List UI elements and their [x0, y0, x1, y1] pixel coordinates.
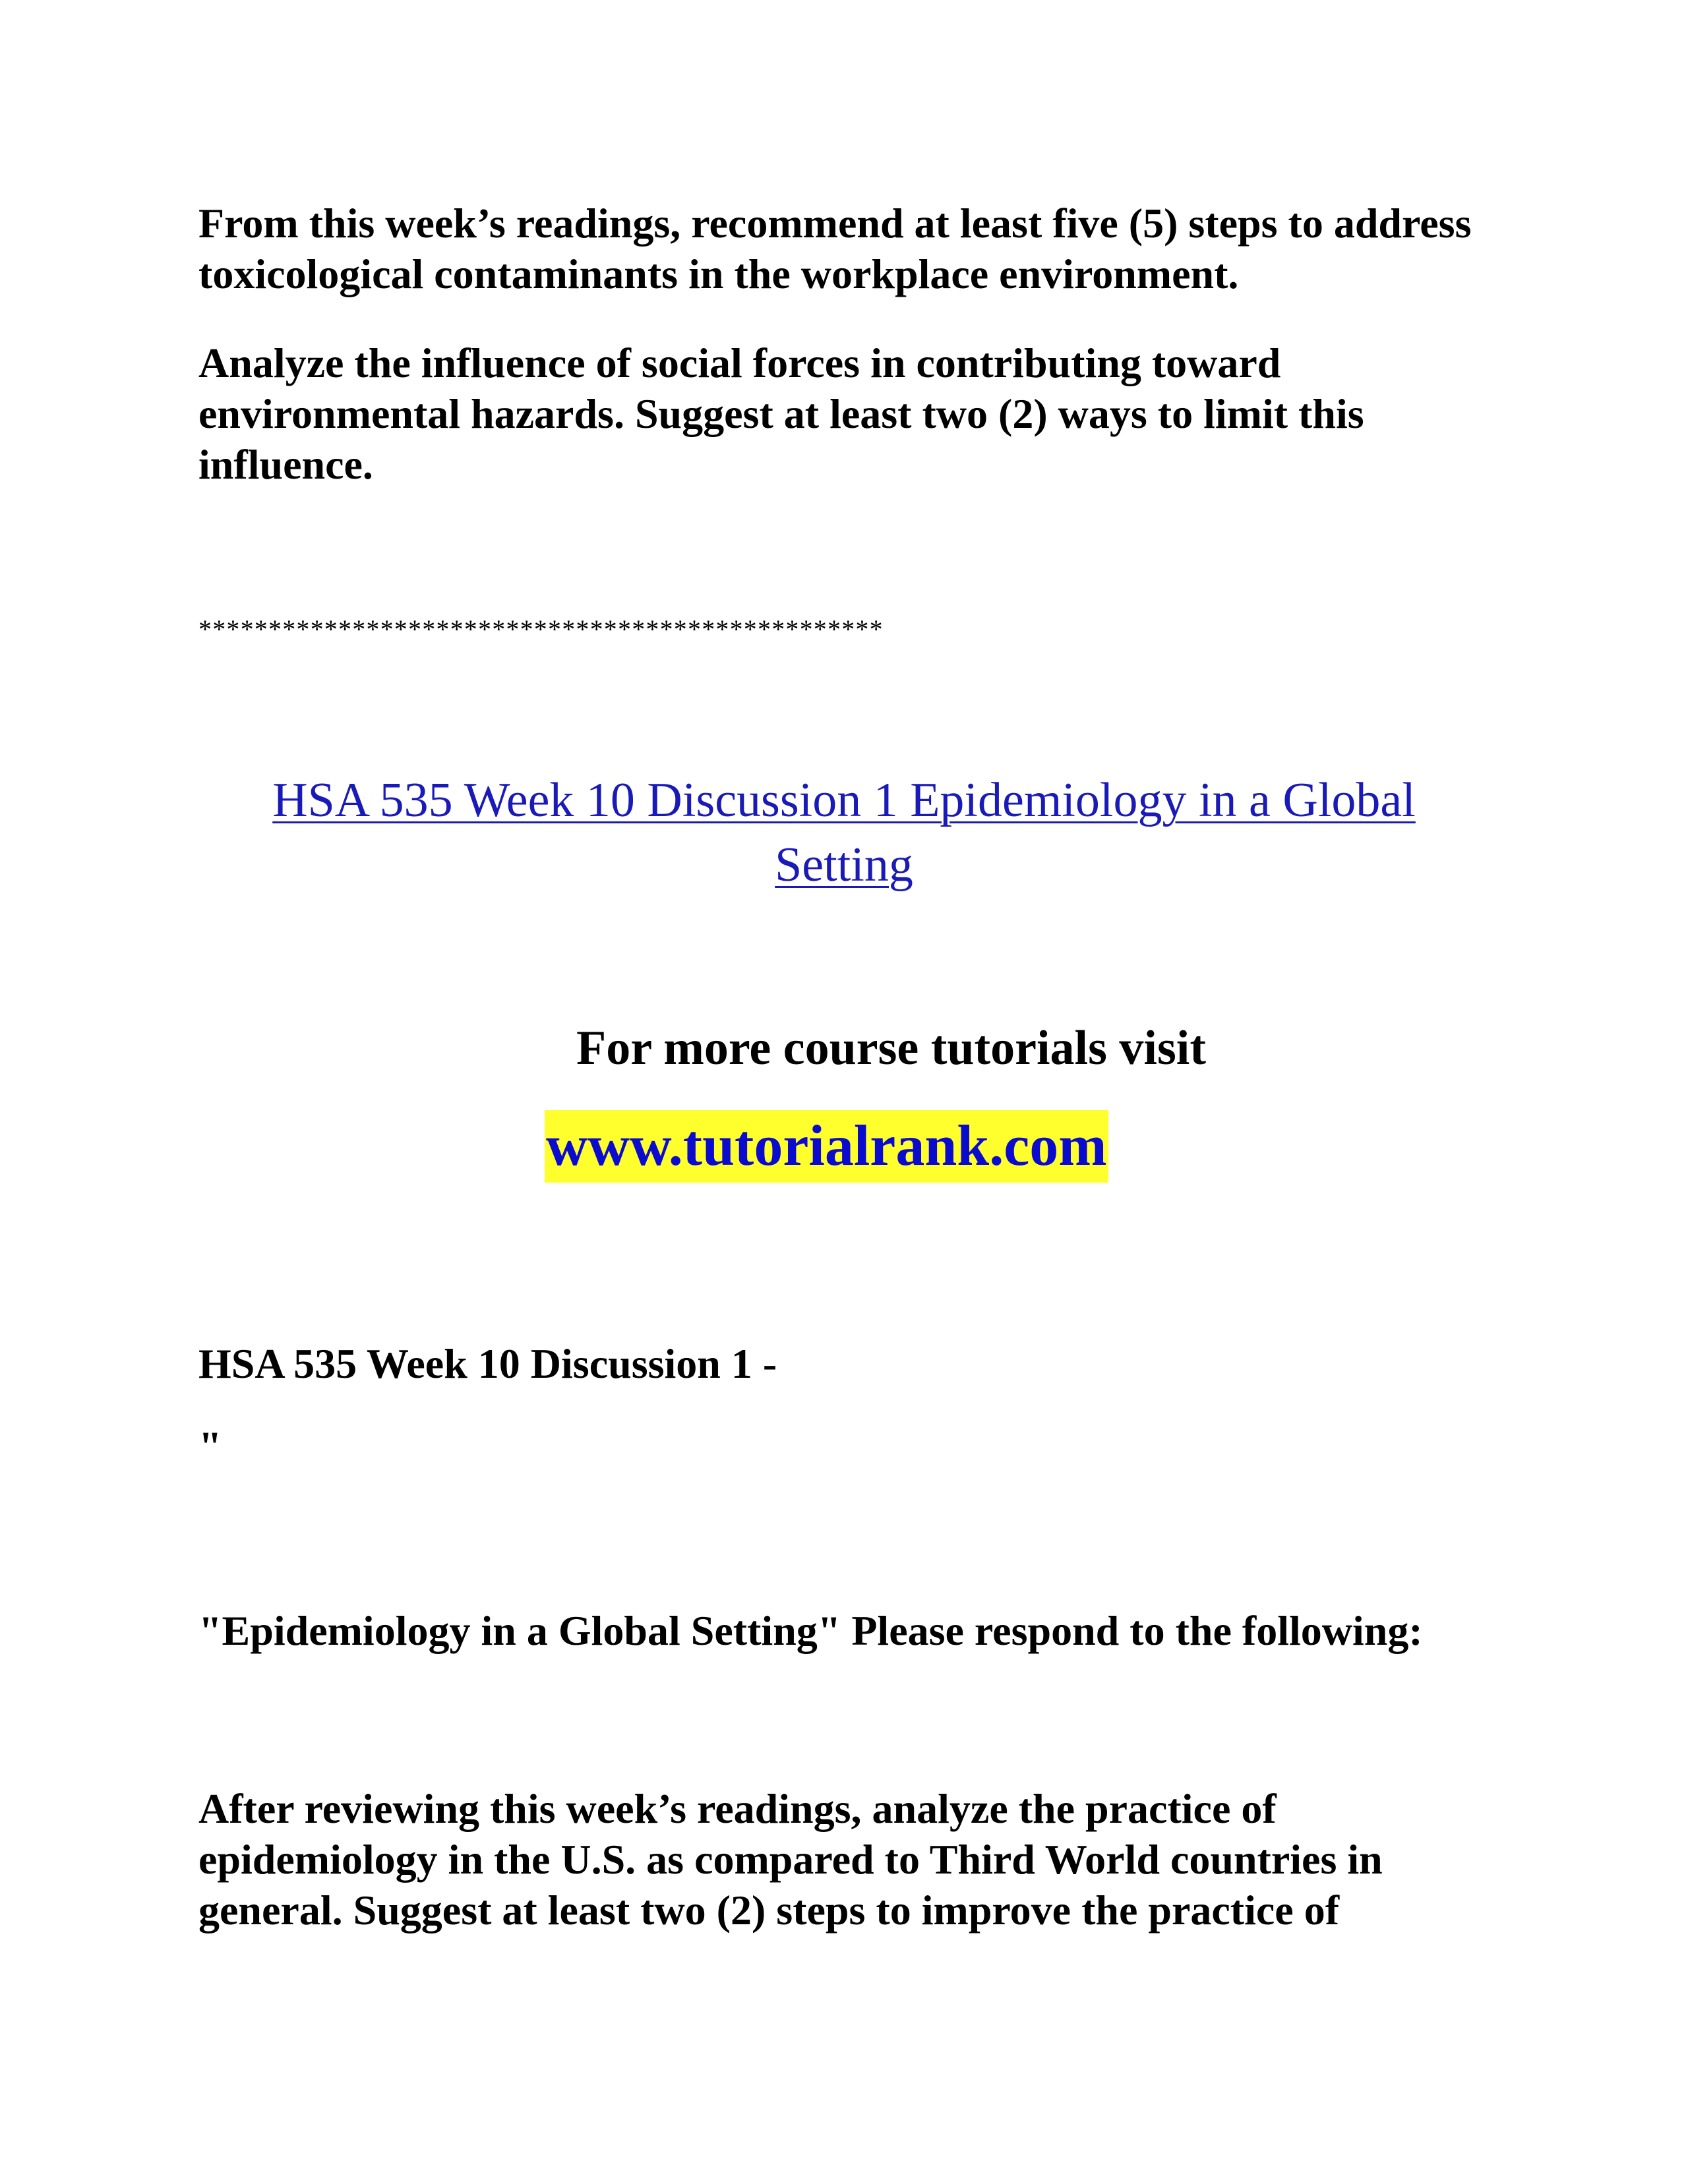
section-heading: HSA 535 Week 10 Discussion 1 - — [198, 1340, 777, 1387]
course-title-link-block — [198, 768, 1490, 897]
course-title-link[interactable]: HSA 535 Week 10 Discussion 1 Epidemiology in a Global Setting — [272, 773, 1416, 892]
quote-mark: " — [198, 1423, 222, 1469]
separator-line: ************************************************* — [198, 614, 884, 644]
paragraph-epidemiology: After reviewing this week’s readings, analyze the practice of epidemiology in the U.S. as compared to Third World countries in general. Suggest at least two (2) steps to improve the practice of — [198, 1785, 1383, 1933]
website-highlight — [545, 1110, 1108, 1183]
paragraph-contaminants: From this week’s readings, recommend at least five (5) steps to address toxicological contaminants in the workplace environment. — [198, 200, 1472, 297]
paragraph-social-forces: Analyze the influence of social forces in contributing toward environmental hazards. Suggest at least two (2) ways to limit this influence. — [198, 339, 1364, 488]
website-link[interactable]: www.tutorialrank.com — [546, 1114, 1107, 1178]
prompt-line: "Epidemiology in a Global Setting" Please respond to the following: — [198, 1607, 1423, 1654]
visit-text: For more course tutorials visit — [576, 1021, 1206, 1075]
